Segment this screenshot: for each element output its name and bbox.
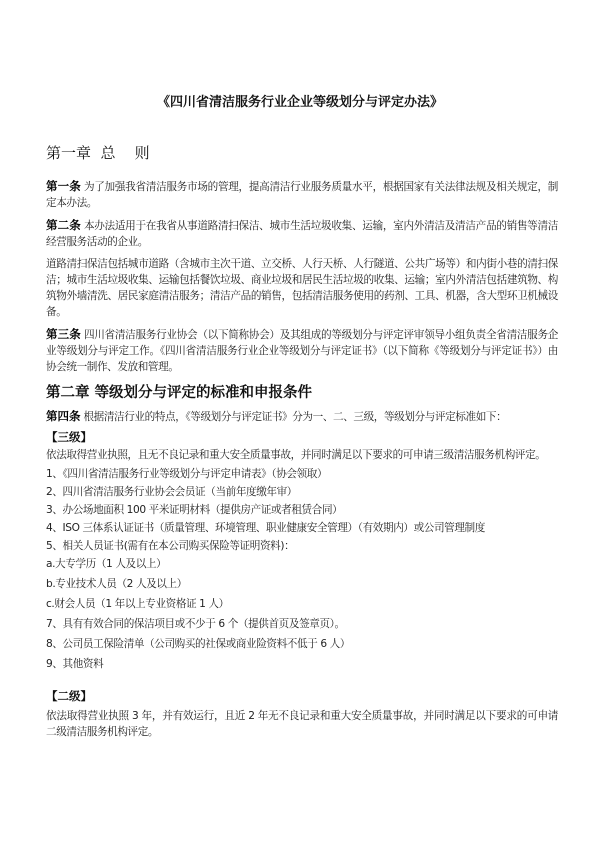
- list-item: 8、公司员工保险清单（公司购买的社保或商业险资料不低于 6 人）: [46, 638, 351, 650]
- list-item: 5、相关人员证书(需有在本公司购买保险等证明资料)：: [46, 540, 295, 552]
- chapter-1-heading: 第一章 总 则: [46, 144, 150, 162]
- article-3: [46, 326, 558, 375]
- chapter-2-heading: 第二章 等级划分与评定的标准和申报条件: [46, 385, 313, 401]
- level-3-heading: 【三级】: [46, 430, 92, 444]
- list-item: c.财会人员（1 年以上专业资格证 1 人）: [46, 598, 229, 610]
- list-item: 9、其他资料: [46, 658, 104, 670]
- article-text: 本办法适用于在我省从事道路清扫保洁、城市生活垃圾收集、运输，室内外清洁及清洁产品的销售等清洁经营服务活动的企业。: [46, 220, 558, 248]
- level-2-heading: 【二级】: [46, 689, 92, 703]
- list-item: 1、《四川省清洁服务行业等级划分与评定申请表》（协会领取）: [46, 468, 328, 480]
- document-title: 《四川省清洁服务行业企业等级划分与评定办法》: [156, 95, 443, 110]
- list-item: 4、ISO 三体系认证证书（质量管理、环境管理、职业健康安全管理）（有效期内）或公司管理制度: [46, 522, 485, 534]
- article-text: 为了加强我省清洁服务市场的管理，提高清洁行业服务质量水平，根据国家有关法律法规及相关规定，制定本办法。: [46, 181, 558, 209]
- list-item: 2、四川省清洁服务行业协会会员证（当前年度缴年审）: [46, 486, 297, 498]
- article-label: 第四条: [46, 409, 81, 423]
- document-body: [46, 95, 558, 740]
- article-text: 四川省清洁服务行业协会（以下简称协会）及其组成的等级划分与评定评审领导小组负责全省清洁服务企业等级划分与评定工作。《四川省清洁服务行业企业等级划分与评定证书》（以下简称《等级划分与评定证书》）由协会统一制作、发放和管理。: [46, 329, 558, 373]
- article-label: 第二条: [46, 218, 81, 232]
- article-1: [46, 178, 558, 211]
- article-4: [46, 408, 558, 425]
- article-text: 根据清洁行业的特点，《等级划分与评定证书》分为一、二、三级，等级划分与评定标准如下：: [83, 411, 507, 423]
- level-2-intro: 依法取得营业执照 3 年，并有效运行，且近 2 年无不良记录和重大安全质量事故，并同时满足以下要求的可申请二级清洁服务机构评定。: [46, 710, 558, 738]
- article-2: [46, 217, 558, 250]
- list-item: 7、具有有效合同的保洁项目或不少于 6 个（提供首页及签章页）。: [46, 618, 345, 630]
- article-label: 第一条: [46, 179, 81, 193]
- level-3-intro: 依法取得营业执照，且无不良记录和重大安全质量事故，并同时满足以下要求的可申请三级清洁服务机构评定。: [46, 449, 546, 461]
- list-item: 3、办公场地面积 100 平米证明材料（提供房产证或者租赁合同）: [46, 504, 343, 516]
- list-item: a.大专学历（1 人及以上）: [46, 558, 167, 570]
- list-item: b.专业技术人员（2 人及以上）: [46, 578, 187, 590]
- article-label: 第三条: [46, 327, 81, 341]
- article-2-paragraph: 道路清扫保洁包括城市道路（含城市主次干道、立交桥、人行天桥、人行隧道、公共广场等）和内街小巷的清扫保洁；城市生活垃圾收集、运输包括餐饮垃圾、商业垃圾和居民生活垃圾的收集、运输；室内外清洁包括建筑物、构筑物外墙清洗、居民家庭清洁服务；清洁产品的销售，包括清洁服务使用的药剂、工具、机器，含大型环卫机械设备。: [46, 258, 558, 318]
